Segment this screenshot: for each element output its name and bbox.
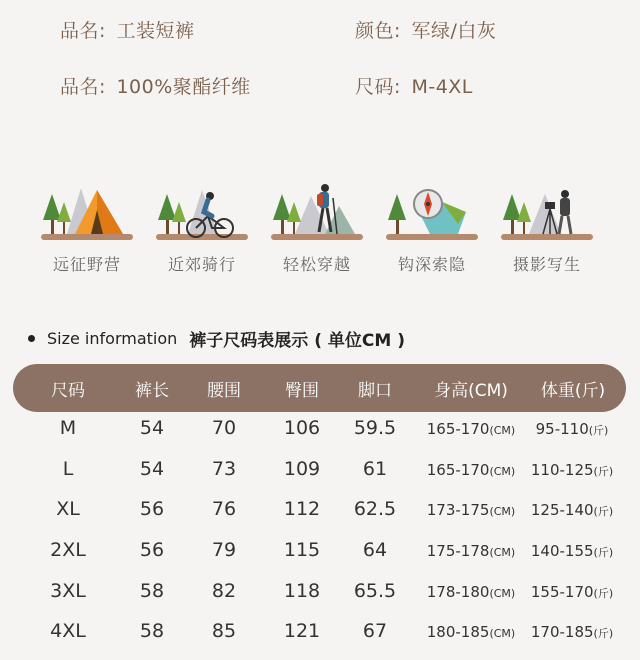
cell-value: 109 <box>283 458 321 480</box>
unit-label: (斤) <box>593 627 614 640</box>
cell-value: 118 <box>283 580 321 602</box>
cell-waist <box>187 539 261 561</box>
size-info-heading <box>28 326 405 351</box>
activity-camping <box>32 180 142 275</box>
cell-leg-opening <box>338 417 412 439</box>
cell-value: 165-170 <box>426 461 490 479</box>
cell-length <box>115 458 189 480</box>
cell-leg-opening <box>338 580 412 602</box>
cell-value: XL <box>56 498 80 520</box>
cell-weight <box>517 461 627 479</box>
cell-value: 115 <box>283 539 321 561</box>
table-row <box>0 620 640 660</box>
cell-hip <box>265 458 339 480</box>
unit-label: (斤) <box>593 505 614 518</box>
unit-label: (斤) <box>593 546 614 559</box>
cell-leg-opening <box>338 620 412 642</box>
cell-value: 173-175 <box>426 501 490 519</box>
activity-icons <box>0 180 640 280</box>
cell-value: 95-110 <box>535 420 589 438</box>
cell-weight <box>517 623 627 641</box>
cell-length <box>115 417 189 439</box>
cell-hip <box>265 539 339 561</box>
bullet-dot <box>28 335 35 342</box>
cell-height <box>416 583 526 601</box>
header-size: 尺码 <box>51 381 85 401</box>
cell-leg-opening <box>338 539 412 561</box>
cell-hip <box>265 620 339 642</box>
table-row <box>0 458 640 498</box>
cell-hip <box>265 498 339 520</box>
product-name-value: 工装短裤 <box>116 20 195 42</box>
header-hip: 臀围 <box>285 381 319 401</box>
cell-value: 125-140 <box>530 501 594 519</box>
material-line <box>60 72 251 99</box>
cell-length <box>115 580 189 602</box>
cell-value: 54 <box>139 458 165 480</box>
cell-value: 85 <box>211 620 237 642</box>
unit-label: (斤) <box>593 587 614 600</box>
header-waist: 腰围 <box>207 381 241 401</box>
cell-height <box>416 501 526 519</box>
cell-value: 59.5 <box>353 417 397 439</box>
cell-value: 178-180 <box>426 583 490 601</box>
material-key: 品名: <box>60 76 106 98</box>
cell-value: 76 <box>211 498 237 520</box>
cell-value: 3XL <box>50 580 86 602</box>
cell-leg-opening <box>338 458 412 480</box>
cell-value: 140-155 <box>530 542 594 560</box>
cycling-icon <box>152 180 252 244</box>
activity-exploration <box>377 180 487 275</box>
cell-height <box>416 542 526 560</box>
size-info-title-en: Size information <box>47 329 178 348</box>
cell-size <box>31 417 105 439</box>
camping-tent-icon <box>37 180 137 244</box>
activity-photography <box>492 180 602 275</box>
cell-value: 180-185 <box>426 623 490 641</box>
cell-waist <box>187 620 261 642</box>
cell-hip <box>265 580 339 602</box>
size-table-header <box>13 364 626 412</box>
unit-label: (CM) <box>489 424 516 437</box>
cell-value: M <box>59 417 77 439</box>
cell-value: 110-125 <box>530 461 594 479</box>
activity-hiking <box>262 180 372 275</box>
cell-waist <box>187 417 261 439</box>
header-weight: 体重(斤) <box>540 381 606 401</box>
cell-waist <box>187 458 261 480</box>
cell-value: 79 <box>211 539 237 561</box>
cell-height <box>416 420 526 438</box>
cell-value: 58 <box>139 620 165 642</box>
header-height: 身高(CM) <box>434 381 508 401</box>
cell-value: 65.5 <box>353 580 397 602</box>
cell-value: 121 <box>283 620 321 642</box>
cell-value: 106 <box>283 417 321 439</box>
cell-value: 73 <box>211 458 237 480</box>
cell-hip <box>265 417 339 439</box>
unit-label: (CM) <box>489 587 516 600</box>
activity-label: 轻松穿越 <box>282 255 351 274</box>
unit-label: (CM) <box>489 627 516 640</box>
cell-value: 175-178 <box>426 542 490 560</box>
hiking-icon <box>267 180 367 244</box>
cell-waist <box>187 498 261 520</box>
table-row <box>0 498 640 538</box>
size-range-key: 尺码: <box>355 76 401 98</box>
activity-label: 近郊骑行 <box>167 255 236 274</box>
unit-label: (CM) <box>489 465 516 478</box>
header-leg-opening: 脚口 <box>358 381 392 401</box>
cell-length <box>115 539 189 561</box>
cell-weight <box>517 420 627 438</box>
cell-value: 70 <box>211 417 237 439</box>
activity-cycling <box>147 180 257 275</box>
unit-label: (斤) <box>593 465 614 478</box>
cell-value: 62.5 <box>353 498 397 520</box>
cell-value: 58 <box>139 580 165 602</box>
unit-label: (CM) <box>489 546 516 559</box>
cell-value: 67 <box>362 620 388 642</box>
cell-value: 56 <box>139 498 165 520</box>
cell-value: 54 <box>139 417 165 439</box>
cell-value: 56 <box>139 539 165 561</box>
cell-size <box>31 498 105 520</box>
cell-size <box>31 458 105 480</box>
activity-label: 摄影写生 <box>512 255 581 274</box>
cell-waist <box>187 580 261 602</box>
table-row <box>0 539 640 579</box>
unit-label: (CM) <box>489 505 516 518</box>
cell-value: 155-170 <box>530 583 594 601</box>
cell-value: L <box>62 458 74 480</box>
cell-value: 165-170 <box>426 420 490 438</box>
cell-size <box>31 580 105 602</box>
table-row <box>0 417 640 457</box>
cell-value: 112 <box>283 498 321 520</box>
color-key: 颜色: <box>355 20 401 42</box>
cell-leg-opening <box>338 498 412 520</box>
material-value: 100%聚酯纤维 <box>116 76 251 98</box>
table-row <box>0 580 640 620</box>
product-name-key: 品名: <box>60 20 106 42</box>
header-length: 裤长 <box>135 381 169 401</box>
size-info-title-cn: 裤子尺码表展示 ( 单位CM ) <box>189 331 405 351</box>
product-name-line <box>60 16 194 43</box>
cell-value: 61 <box>362 458 388 480</box>
cell-size <box>31 620 105 642</box>
cell-weight <box>517 542 627 560</box>
cell-height <box>416 461 526 479</box>
cell-value: 2XL <box>50 539 86 561</box>
unit-label: (斤) <box>588 424 609 437</box>
cell-value: 170-185 <box>530 623 594 641</box>
cell-height <box>416 623 526 641</box>
cell-length <box>115 620 189 642</box>
cell-length <box>115 498 189 520</box>
size-range-line <box>355 72 473 99</box>
cell-weight <box>517 501 627 519</box>
cell-value: 64 <box>362 539 388 561</box>
cell-size <box>31 539 105 561</box>
cell-value: 4XL <box>50 620 86 642</box>
size-range-value: M-4XL <box>411 76 473 98</box>
cell-value: 82 <box>211 580 237 602</box>
activity-label: 远征野营 <box>52 255 121 274</box>
cell-weight <box>517 583 627 601</box>
compass-map-icon <box>382 180 482 244</box>
photography-icon <box>497 180 597 244</box>
activity-label: 钩深索隐 <box>397 255 466 274</box>
color-value: 军绿/白灰 <box>411 20 497 42</box>
color-line <box>355 16 496 43</box>
